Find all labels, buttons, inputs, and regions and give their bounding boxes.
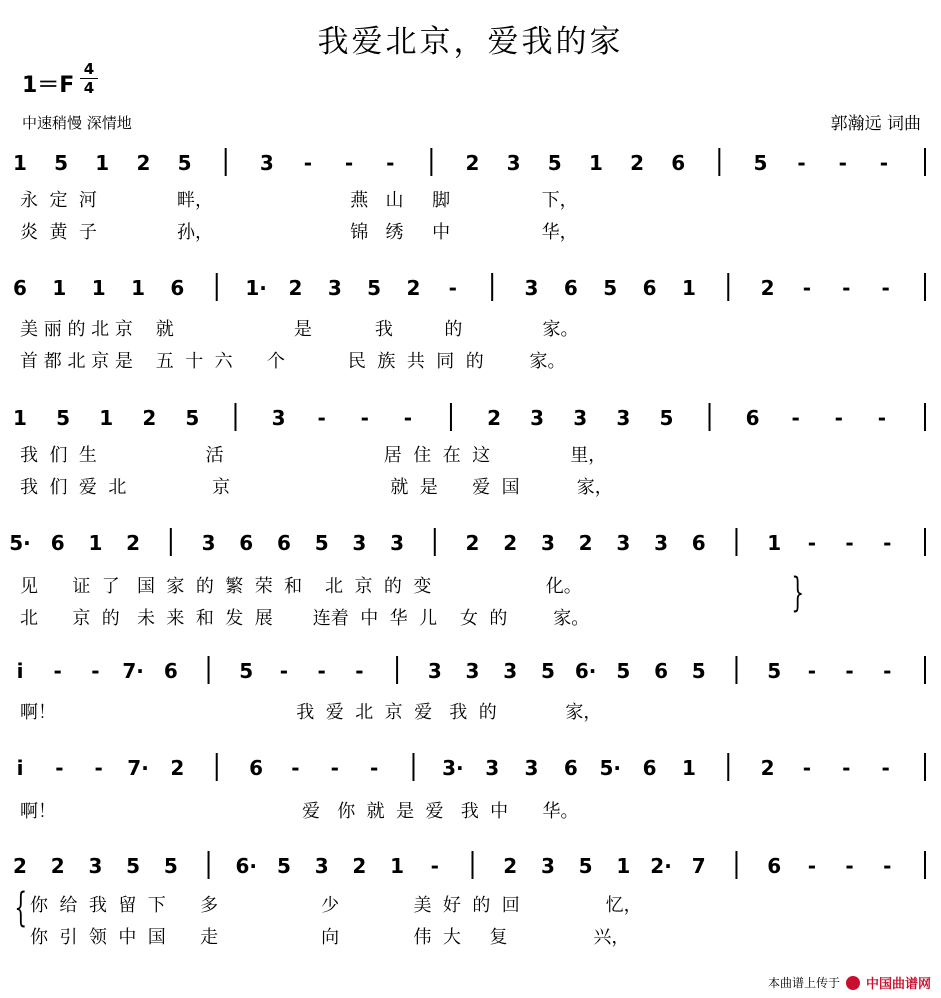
note: 3	[88, 854, 103, 878]
repeat-brace: }	[791, 570, 805, 616]
note: 2	[465, 151, 480, 175]
lyric-line: 啊！ 我 爱 北 京 爱 我 的 家，	[20, 702, 602, 723]
note: 6	[13, 276, 27, 300]
note: 5	[163, 854, 178, 878]
note: 3·	[442, 756, 464, 780]
note: 5	[185, 406, 200, 430]
note: -	[94, 756, 103, 780]
note: 3	[503, 659, 518, 683]
note: 2	[760, 276, 775, 300]
note: 5	[603, 276, 618, 300]
note: 2	[487, 406, 502, 430]
note: -	[355, 659, 364, 683]
notation-row-5	[0, 648, 941, 698]
site-brand: 中国曲谱网	[865, 977, 931, 992]
note: 6·	[574, 659, 597, 683]
note: 2	[352, 854, 367, 878]
note: 3	[390, 531, 405, 555]
note: 3	[327, 276, 342, 300]
note: -	[807, 659, 817, 683]
key-signature: 1＝F	[22, 73, 75, 98]
note: -	[883, 531, 892, 555]
lyric-line: 北 京 的 未 来 和 发 展 连着 中 华 儿 女 的 家。	[20, 608, 590, 629]
note: 3	[271, 406, 286, 430]
note: 3	[654, 531, 669, 555]
note: 3	[465, 659, 480, 683]
note: -	[360, 406, 369, 430]
score-row-2	[0, 265, 941, 385]
note: 1	[52, 276, 67, 300]
lyric-line: 见 证 了 国 家 的 繁 荣 和 北 京 的 变 化。	[20, 576, 582, 597]
note: -	[834, 406, 843, 430]
note: 6	[249, 756, 264, 780]
note: 5	[177, 151, 192, 175]
note: 6	[50, 531, 65, 555]
note: -	[842, 276, 851, 300]
note: 3	[616, 531, 631, 555]
note: -	[330, 756, 339, 780]
note: i	[16, 659, 24, 683]
score-row-3	[0, 395, 941, 515]
note: -	[317, 406, 326, 430]
note: 3	[427, 659, 442, 683]
note: 5·	[599, 756, 621, 780]
note: 3	[314, 854, 329, 878]
note: 3	[506, 151, 521, 175]
note: 6	[654, 659, 669, 683]
note: -	[845, 531, 854, 555]
notation-row-6	[0, 745, 941, 795]
notation-row-3	[0, 395, 941, 445]
note: 2	[406, 276, 421, 300]
note: 2	[630, 151, 645, 175]
note: 2	[142, 406, 157, 430]
note: 5	[753, 151, 768, 175]
note: 5	[314, 531, 329, 555]
note: 3	[352, 531, 367, 555]
note: 6	[163, 659, 178, 683]
note: i	[16, 756, 24, 780]
note: 1	[390, 854, 405, 878]
note: -	[291, 756, 300, 780]
time-signature	[80, 61, 98, 96]
note: 5·	[9, 531, 31, 555]
note: -	[807, 854, 817, 878]
note: 5	[276, 854, 291, 878]
note: 5	[126, 854, 141, 878]
song-title: 我爱北京，爱我的家	[317, 24, 624, 60]
note: 5	[239, 659, 254, 683]
note: 6	[170, 276, 185, 300]
score-row-4	[0, 520, 941, 640]
note: 1·	[245, 276, 267, 300]
note: -	[369, 756, 379, 780]
note: -	[881, 756, 890, 780]
note: 6	[642, 276, 657, 300]
lyric-line: 你 给 我 留 下 多 少 美 好 的 回 忆，	[30, 895, 642, 916]
note: 5	[691, 659, 706, 683]
note: 2	[503, 531, 518, 555]
note: 2	[136, 151, 151, 175]
note: -	[279, 659, 289, 683]
note: 3	[524, 756, 539, 780]
note: 1	[681, 756, 696, 780]
note: 3	[540, 854, 555, 878]
note: 2	[578, 531, 593, 555]
meter-top: 4	[83, 60, 95, 78]
note: 2·	[650, 854, 672, 878]
note: -	[303, 151, 313, 175]
note: -	[877, 406, 887, 430]
note: 1	[681, 276, 696, 300]
note: 6	[745, 406, 760, 430]
score-row-7	[0, 843, 941, 963]
notation-row-2	[0, 265, 941, 315]
note: 6	[563, 276, 578, 300]
note: 2	[170, 756, 185, 780]
composer-credit: 郭瀚远 词曲	[830, 114, 921, 134]
note: -	[807, 531, 817, 555]
note: -	[448, 276, 457, 300]
note: 6	[276, 531, 291, 555]
note: 7	[691, 854, 706, 878]
note: -	[879, 151, 889, 175]
note: 3	[485, 756, 500, 780]
lyric-line: 永 定 河 畔， 燕 山 脚 下，	[20, 190, 578, 211]
lyric-line: 你 引 领 中 国 走 向 伟 大 复 兴，	[30, 927, 630, 948]
note: 1	[13, 406, 27, 430]
note: 5	[659, 406, 674, 430]
note: 1	[588, 151, 603, 175]
score-row-1	[0, 140, 941, 260]
note: 5	[578, 854, 593, 878]
note: 3	[573, 406, 588, 430]
note: -	[91, 659, 100, 683]
site-logo-icon	[846, 976, 860, 990]
note: 2	[465, 531, 480, 555]
note: 3	[530, 406, 545, 430]
note: 1	[99, 406, 114, 430]
note: -	[317, 659, 326, 683]
meter-bottom: 4	[83, 79, 95, 97]
note: 2	[126, 531, 141, 555]
note: 1	[91, 276, 106, 300]
notation-row-1	[0, 140, 941, 190]
note: -	[883, 854, 892, 878]
note: 5	[56, 406, 71, 430]
footer-credit	[768, 973, 931, 992]
note: 7·	[122, 659, 144, 683]
note: 3	[201, 531, 216, 555]
note: 3	[616, 406, 631, 430]
note: -	[791, 406, 800, 430]
note: -	[842, 756, 851, 780]
lyric-line: 美 丽 的 北 京 就 是 我 的 家。	[20, 319, 579, 340]
note: 6·	[235, 854, 258, 878]
note: 3	[259, 151, 274, 175]
note: 5	[540, 659, 555, 683]
note: 6	[239, 531, 254, 555]
lyric-line: 炎 黄 子 孙， 锦 绣 中 华，	[20, 222, 578, 243]
note: 3	[540, 531, 555, 555]
notation-row-4	[0, 520, 941, 570]
note: 2	[50, 854, 65, 878]
note: 5	[367, 276, 382, 300]
note: -	[883, 659, 892, 683]
note: 6	[642, 756, 657, 780]
note: 1	[13, 151, 27, 175]
note: -	[845, 659, 854, 683]
note: 2	[13, 854, 27, 878]
note: -	[386, 151, 395, 175]
tempo-marking: 中速稍慢 深情地	[22, 114, 132, 132]
note: 6	[563, 756, 578, 780]
note: 6	[691, 531, 706, 555]
lyric-line: 我 们 生 活 居 住 在 这 里，	[20, 445, 607, 466]
note: -	[802, 276, 812, 300]
note: 6	[767, 854, 782, 878]
note: 1	[616, 854, 631, 878]
note: 2	[288, 276, 303, 300]
note: 2	[760, 756, 775, 780]
lyric-line: 首 都 北 京 是 五 十 六 个 民 族 共 同 的 家。	[20, 351, 566, 372]
note: 7·	[127, 756, 149, 780]
note: -	[838, 151, 847, 175]
note: -	[845, 854, 854, 878]
lyric-line: 啊！ 爱 你 就 是 爱 我 中 华。	[20, 801, 579, 822]
note: 2	[503, 854, 518, 878]
verse-brace: {	[14, 885, 28, 931]
notation-row-7	[0, 843, 941, 893]
note: -	[344, 151, 354, 175]
note: 1	[95, 151, 110, 175]
lyric-line: 我 们 爱 北 京 就 是 爱 国 家，	[20, 477, 613, 498]
upload-text: 本曲谱上传于	[767, 976, 840, 990]
note: -	[55, 756, 64, 780]
note: -	[430, 854, 439, 878]
note: -	[881, 276, 890, 300]
note: 1	[131, 276, 146, 300]
note: -	[53, 659, 62, 683]
note: -	[802, 756, 812, 780]
note: 3	[524, 276, 539, 300]
note: 1	[88, 531, 103, 555]
note: -	[797, 151, 806, 175]
note: 5	[616, 659, 631, 683]
note: 5	[767, 659, 782, 683]
note: 5	[547, 151, 562, 175]
note: -	[403, 406, 413, 430]
note: 5	[54, 151, 69, 175]
note: 6	[671, 151, 686, 175]
note: 1	[767, 531, 782, 555]
